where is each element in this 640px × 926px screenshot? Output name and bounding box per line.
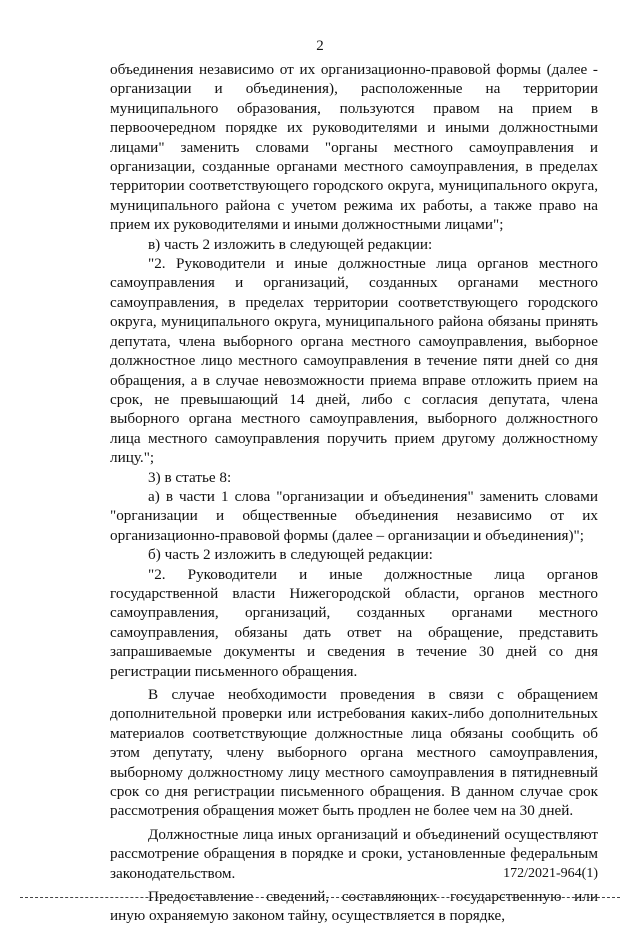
- page-number: 2: [316, 38, 324, 54]
- paragraph: объединения независимо от их организационно-правовой формы (далее - организации и объединения), расположенные на территории муниципального образования, пользуются правом на прием в первоочередном порядке их руководителями и иными должностными лицами" заменить словами "органы местного самоуправления и организации, созданные органами местного самоуправления, в пределах территории соответствующего городского округа, муниципального округа, муниципального района с учетом режима их работы, а также право на прием их руководителями и иными должностными лицами";: [110, 61, 598, 234]
- paragraph: В случае необходимости проведения в связи с обращением дополнительной проверки или истребования каких-либо дополнительных материалов соответствующие должностные лица обязаны сообщить об этом депутату, члену выборного органа местного самоуправления, выборному должностному лицу местного самоуправления в пятидневный срок со дня регистрации письменного обращения. В данном случае срок рассмотрения обращения может быть продлен не более чем на 30 дней.: [110, 686, 598, 820]
- paragraph: Должностные лица иных организаций и объединений осуществляют рассмотрение обращения в порядке и сроки, установленные федеральным законодательством.: [110, 825, 598, 882]
- paragraph: Предоставление сведений, составляющих государственную или иную охраняемую законом тайну, осуществляется в порядке,: [110, 888, 598, 925]
- paragraph: в) часть 2 изложить в следующей редакции:: [148, 235, 433, 253]
- paragraph: "2. Руководители и иные должностные лица органов государственной власти Нижегородской области, органов местного самоуправления, организаций, созданных органами местного самоуправления, обязаны дать ответ на обращение, представить запрашиваемые документы и сведения в течение 30 дней со дня регистрации письменного обращения.: [110, 565, 598, 680]
- document-code: 172/2021-964(1): [503, 866, 598, 881]
- scan-edge-line: [20, 897, 620, 898]
- paragraph: б) часть 2 изложить в следующей редакции:: [148, 546, 433, 564]
- paragraph: 3) в статье 8:: [148, 468, 232, 486]
- document-body: [110, 60, 598, 926]
- paragraph: а) в части 1 слова "организации и объединения" заменить словами "организации и общественные объединения независимо от их организационно-правовой формы (далее – организации и объединения)";: [110, 487, 598, 544]
- paragraph: "2. Руководители и иные должностные лица органов местного самоуправления и организаций, созданных органами местного самоуправления, в пределах территории соответствующего городского округа, муниципального округа, муниципального района обязаны принять депутата, члена выборного органа местного самоуправления, выборное должностное лицо местного самоуправления в течение пяти дней со дня обращения, а в случае невозможности приема вправе отложить прием на срок, не превышающий 14 дней, либо с согласия депутата, члена выборного органа местного самоуправления, выборного должностного лица местного самоуправления поручить прием другому должностному лицу.";: [110, 255, 598, 467]
